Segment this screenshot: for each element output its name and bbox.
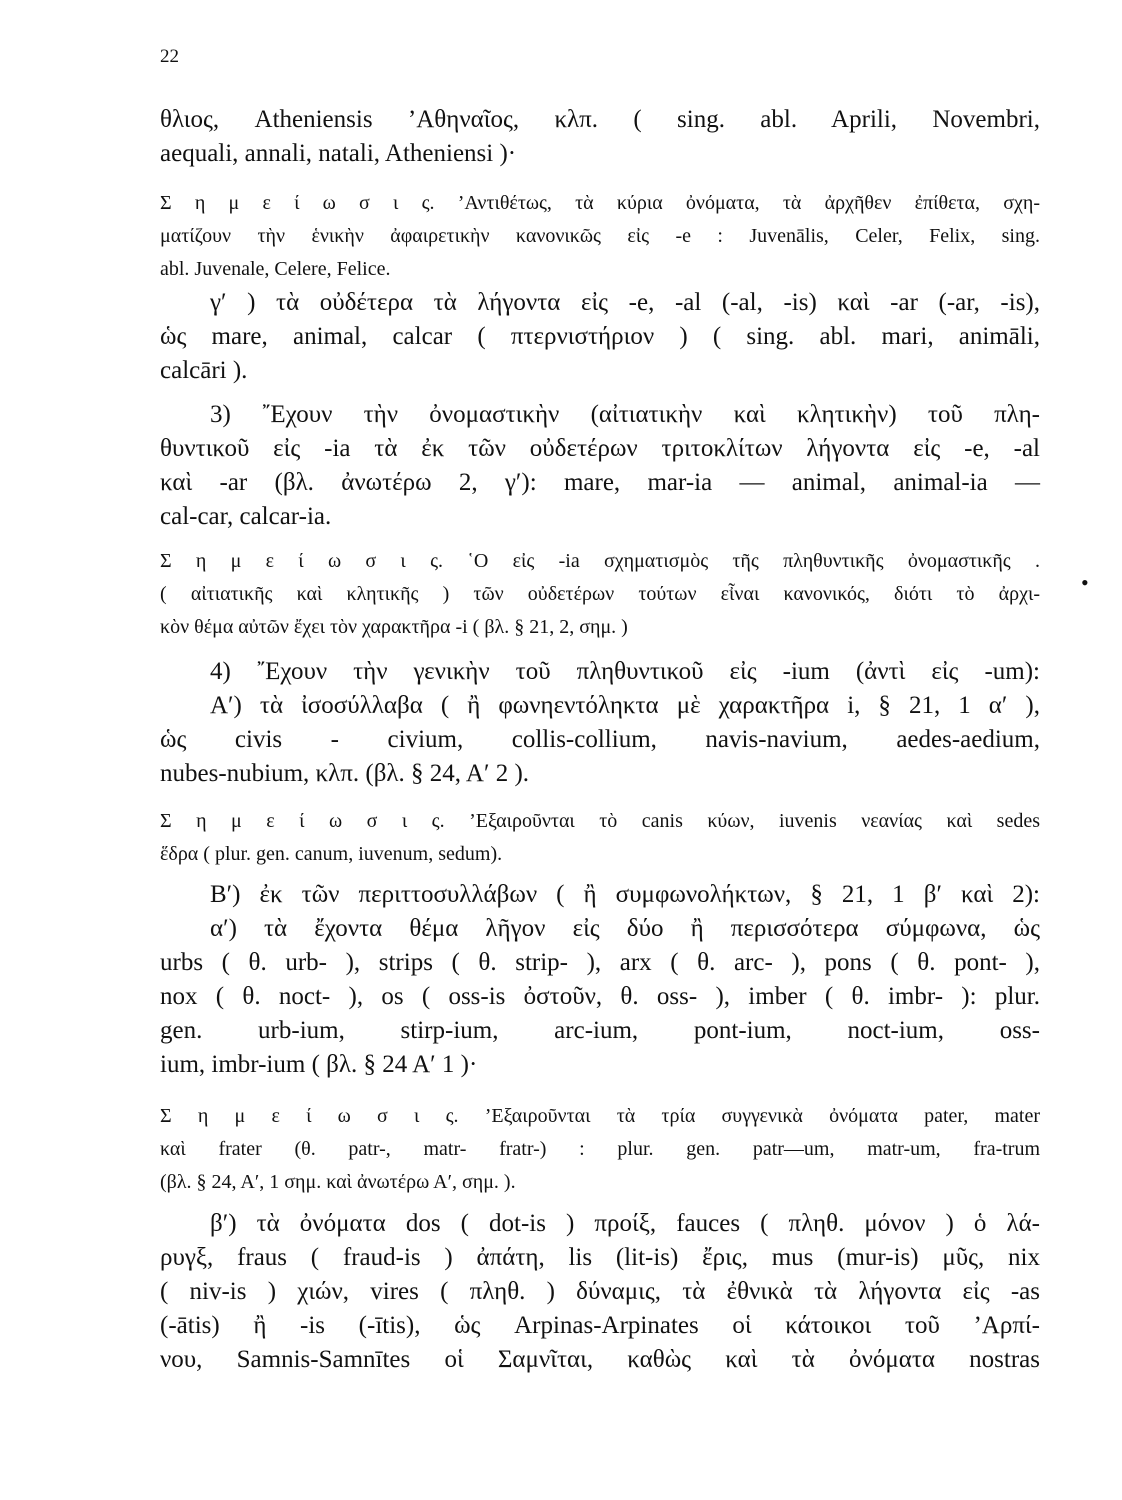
note xyxy=(160,805,1040,871)
text-line: Α′) τὰ ἰσοσύλλαβα ( ἢ φωνηεντόληκτα μὲ χαρακτῆρα i, § 21, 1 α′ ), xyxy=(210,692,1040,719)
note-line: Σ η μ ε ί ω σ ι ς. ’Αντιθέτως, τὰ κύρια ὀνόματα, τὰ ἀρχῆθεν ἐπίθετα, σχη- xyxy=(160,192,1040,214)
note-line: Σ η μ ε ί ω σ ι ς. ’Εξαιροῦνται τὸ canis κύων, iuvenis νεανίας καὶ sedes xyxy=(160,810,1040,832)
note-line: Σ η μ ε ί ω σ ι ς. ῾Ο εἰς -ia σχηματισμὸς τῆς πληθυντικῆς ὀνομαστικῆς . xyxy=(160,550,1040,572)
paragraph xyxy=(160,398,1040,534)
text-line: γ′ ) τὰ οὐδέτερα τὰ λήγοντα εἰς -e, -al (-al, -is) καὶ -ar (-ar, -is), xyxy=(210,289,1040,316)
note-line: Σ η μ ε ί ω σ ι ς. ’Εξαιροῦνται τὰ τρία συγγενικὰ ὀνόματα pater, mater xyxy=(160,1105,1040,1127)
text-line: nox ( θ. noct- ), os ( oss-is ὀστοῦν, θ. oss- ), imber ( θ. imbr- ): plur. xyxy=(160,983,1040,1010)
page-number: 22 xyxy=(160,46,179,67)
text-line: θλιος, Atheniensis ’Αθηναῖος, κλπ. ( sing. abl. Aprili, Novembri, xyxy=(160,106,1040,133)
text-line: ium, imbr-ium ( βλ. § 24 Α′ 1 )· xyxy=(160,1051,478,1078)
text-line: cal-car, calcar-ia. xyxy=(160,503,332,530)
text-line: 3) ῎Εχουν τὴν ὀνομαστικὴν (αἰτιατικὴν καὶ κλητικὴν) τοῦ πλη- xyxy=(210,401,1040,428)
paragraph xyxy=(160,878,1040,1082)
paragraph xyxy=(160,655,1040,791)
text-line: Β′) ἐκ τῶν περιττοσυλλάβων ( ἢ συμφωνολήκτων, § 21, 1 β′ καὶ 2): xyxy=(210,881,1040,908)
text-line: 4) ῎Εχουν τὴν γενικὴν τοῦ πληθυντικοῦ εἰς -ium (ἀντὶ εἰς -um): xyxy=(210,658,1040,685)
margin-dot: • xyxy=(1081,570,1089,595)
text-line: gen. urb-ium, stirp-ium, arc-ium, pont-ium, noct-ium, oss- xyxy=(160,1017,1040,1044)
text-line: (-ātis) ἢ -is (-ītis), ὡς Arpinas-Arpinates οἱ κάτοικοι τοῦ ’Αρπί- xyxy=(160,1312,1040,1339)
text-line: α′) τὰ ἔχοντα θέμα λῆγον εἰς δύο ἢ περισσότερα σύμφωνα, ὡς xyxy=(210,915,1040,942)
note xyxy=(160,1100,1040,1199)
paragraph xyxy=(160,286,1040,388)
text-line: ὡς civis - civium, collis-collium, navis-navium, aedes-aedium, xyxy=(160,726,1040,753)
text-line: aequali, annali, natali, Atheniensi )· xyxy=(160,140,517,167)
note-line: (βλ. § 24, Α′, 1 σημ. καὶ ἀνωτέρω Α′, σημ. ). xyxy=(160,1171,516,1193)
text-line: ( niv-is ) χιών, vires ( πληθ. ) δύναμις, τὰ ἐθνικὰ τὰ λήγοντα εἰς -as xyxy=(160,1278,1040,1305)
note-line: abl. Juvenale, Celere, Felice. xyxy=(160,258,391,280)
text-line: θυντικοῦ εἰς -ia τὰ ἐκ τῶν οὐδετέρων τριτοκλίτων λήγοντα εἰς -e, -al xyxy=(160,435,1040,462)
text-line: ρυγξ, fraus ( fraud-is ) ἀπάτη, lis (lit-is) ἔρις, mus (mur-is) μῦς, nix xyxy=(160,1244,1040,1271)
text-line: νου, Samnis-Samnītes οἱ Σαμνῖται, καθὼς καὶ τὰ ὀνόματα nostras xyxy=(160,1346,1040,1373)
text-line: calcāri ). xyxy=(160,357,248,384)
text-line: β′) τὰ ὀνόματα dos ( dot-is ) προίξ, fauces ( πληθ. μόνον ) ὁ λά- xyxy=(210,1210,1040,1237)
text-line: urbs ( θ. urb- ), strips ( θ. strip- ), arx ( θ. arc- ), pons ( θ. pont- ), xyxy=(160,949,1040,976)
text-line: καὶ -ar (βλ. ἀνωτέρω 2, γ′): mare, mar-ia — animal, animal-ia — xyxy=(160,469,1040,496)
note-line: ματίζουν τὴν ἑνικὴν ἀφαιρετικὴν κανονικῶς εἰς -e : Juvenālis, Celer, Felix, sing. xyxy=(160,225,1040,247)
note xyxy=(160,187,1040,286)
note-line: ἕδρα ( plur. gen. canum, iuvenum, sedum). xyxy=(160,843,503,865)
note-line: κὸν θέμα αὐτῶν ἔχει τὸν χαρακτῆρα -i ( βλ. § 21, 2, σημ. ) xyxy=(160,616,628,638)
paragraph xyxy=(160,1207,1040,1377)
note-line: καὶ frater (θ. patr-, matr- fratr-) : plur. gen. patr—um, matr-um, fra-trum xyxy=(160,1138,1040,1160)
note-line: ( αἰτιατικῆς καὶ κλητικῆς ) τῶν οὐδετέρων τούτων εἶναι κανονικός, διότι τὸ ἀρχι- xyxy=(160,583,1040,605)
paragraph xyxy=(160,103,1040,171)
text-line: nubes-nubium, κλπ. (βλ. § 24, Α′ 2 ). xyxy=(160,760,530,787)
text-line: ὡς mare, animal, calcar ( πτερνιστήριον ) ( sing. abl. mari, animāli, xyxy=(160,323,1040,350)
note xyxy=(160,545,1040,644)
